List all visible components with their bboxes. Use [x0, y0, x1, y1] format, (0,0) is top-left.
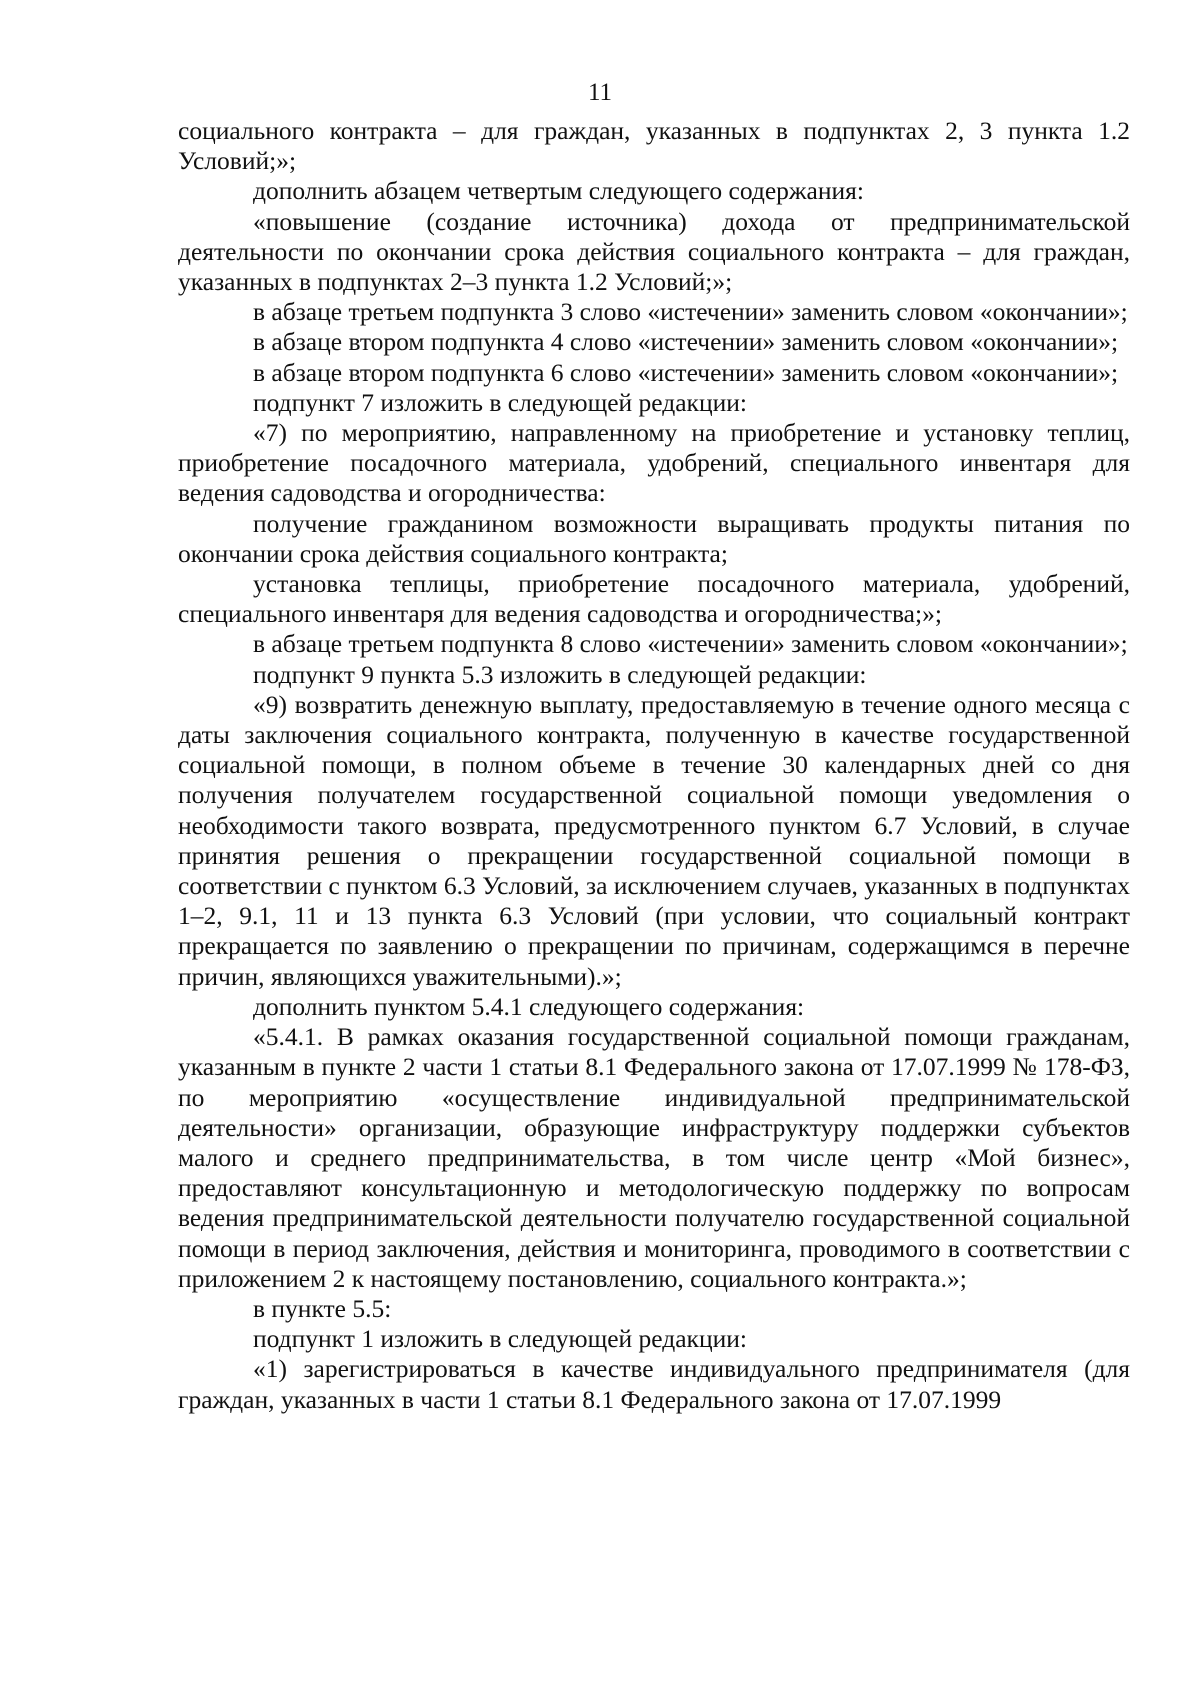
paragraph: подпункт 1 изложить в следующей редакции: — [253, 1324, 747, 1354]
paragraph-continuation: социального контракта – для граждан, указанных в подпунктах 2, 3 пункта 1.2 Условий;»; — [178, 116, 1130, 176]
paragraph: установка теплицы, приобретение посадочного материала, удобрений, специального инвентаря для ведения садоводства и огородничества;»; — [178, 569, 1130, 629]
paragraph: получение гражданином возможности выращивать продукты питания по окончании срока действия социального контракта; — [178, 508, 1130, 568]
page-number: 11 — [587, 79, 613, 106]
paragraph: подпункт 9 пункта 5.3 изложить в следующей редакции: — [253, 659, 867, 689]
paragraph: в пункте 5.5: — [253, 1293, 392, 1323]
paragraph: «7) по мероприятию, направленному на приобретение и установку теплиц, приобретение посадочного материала, удобрений, специального инвентаря для ведения садоводства и огородничества: — [178, 418, 1130, 508]
paragraph: в абзаце втором подпункта 4 слово «истечении» заменить словом «окончании»; — [253, 327, 1119, 357]
paragraph: в абзаце втором подпункта 6 слово «истечении» заменить словом «окончании»; — [253, 357, 1119, 387]
paragraph: в абзаце третьем подпункта 8 слово «истечении» заменить словом «окончании»; — [253, 629, 1128, 659]
document-body — [178, 116, 1130, 1415]
paragraph: дополнить пунктом 5.4.1 следующего содержания: — [253, 991, 805, 1021]
paragraph: подпункт 7 изложить в следующей редакции: — [253, 387, 747, 417]
paragraph: в абзаце третьем подпункта 3 слово «истечении» заменить словом «окончании»; — [253, 297, 1128, 327]
paragraph: «5.4.1. В рамках оказания государственной социальной помощи гражданам, указанным в пункте 2 части 1 статьи 8.1 Федерального закона от 17.07.1999 № 178-ФЗ, по мероприятию «осуществление индивидуальной предпринимательской деятельности» организации, образующие инфраструктуру поддержки субъектов малого и среднего предпринимательства, в том числе центр «Мой бизнес», предоставляют консультационную и методологическую поддержку по вопросам ведения предпринимательской деятельности получателю государственной социальной помощи в период заключения, действия и мониторинга, проводимого в соответствии с приложением 2 к настоящему постановлению, социального контракта.»; — [178, 1022, 1130, 1293]
paragraph: «1) зарегистрироваться в качестве индивидуального предпринимателя (для граждан, указанных в части 1 статьи 8.1 Федерального закона от 17.07.1999 — [178, 1354, 1130, 1414]
paragraph: «повышение (создание источника) дохода от предпринимательской деятельности по окончании срока действия социального контракта – для граждан, указанных в подпунктах 2–3 пункта 1.2 Условий;»; — [178, 206, 1130, 297]
paragraph: дополнить абзацем четвертым следующего содержания: — [253, 176, 864, 206]
paragraph: «9) возвратить денежную выплату, предоставляемую в течение одного месяца с даты заключения социального контракта, полученную в качестве государственной социальной помощи, в полном объеме в течение 30 календарных дней со дня получения получателем государственной социальной помощи уведомления о необходимости такого возврата, предусмотренного пунктом 6.7 Условий, в случае принятия решения о прекращении государственной социальной помощи в соответствии с пунктом 6.3 Условий, за исключением случаев, указанных в подпунктах 1–2, 9.1, 11 и 13 пункта 6.3 Условий (при условии, что социальный контракт прекращается по заявлению о прекращении по причинам, содержащимся в перечне причин, являющихся уважительными).»; — [178, 689, 1130, 991]
